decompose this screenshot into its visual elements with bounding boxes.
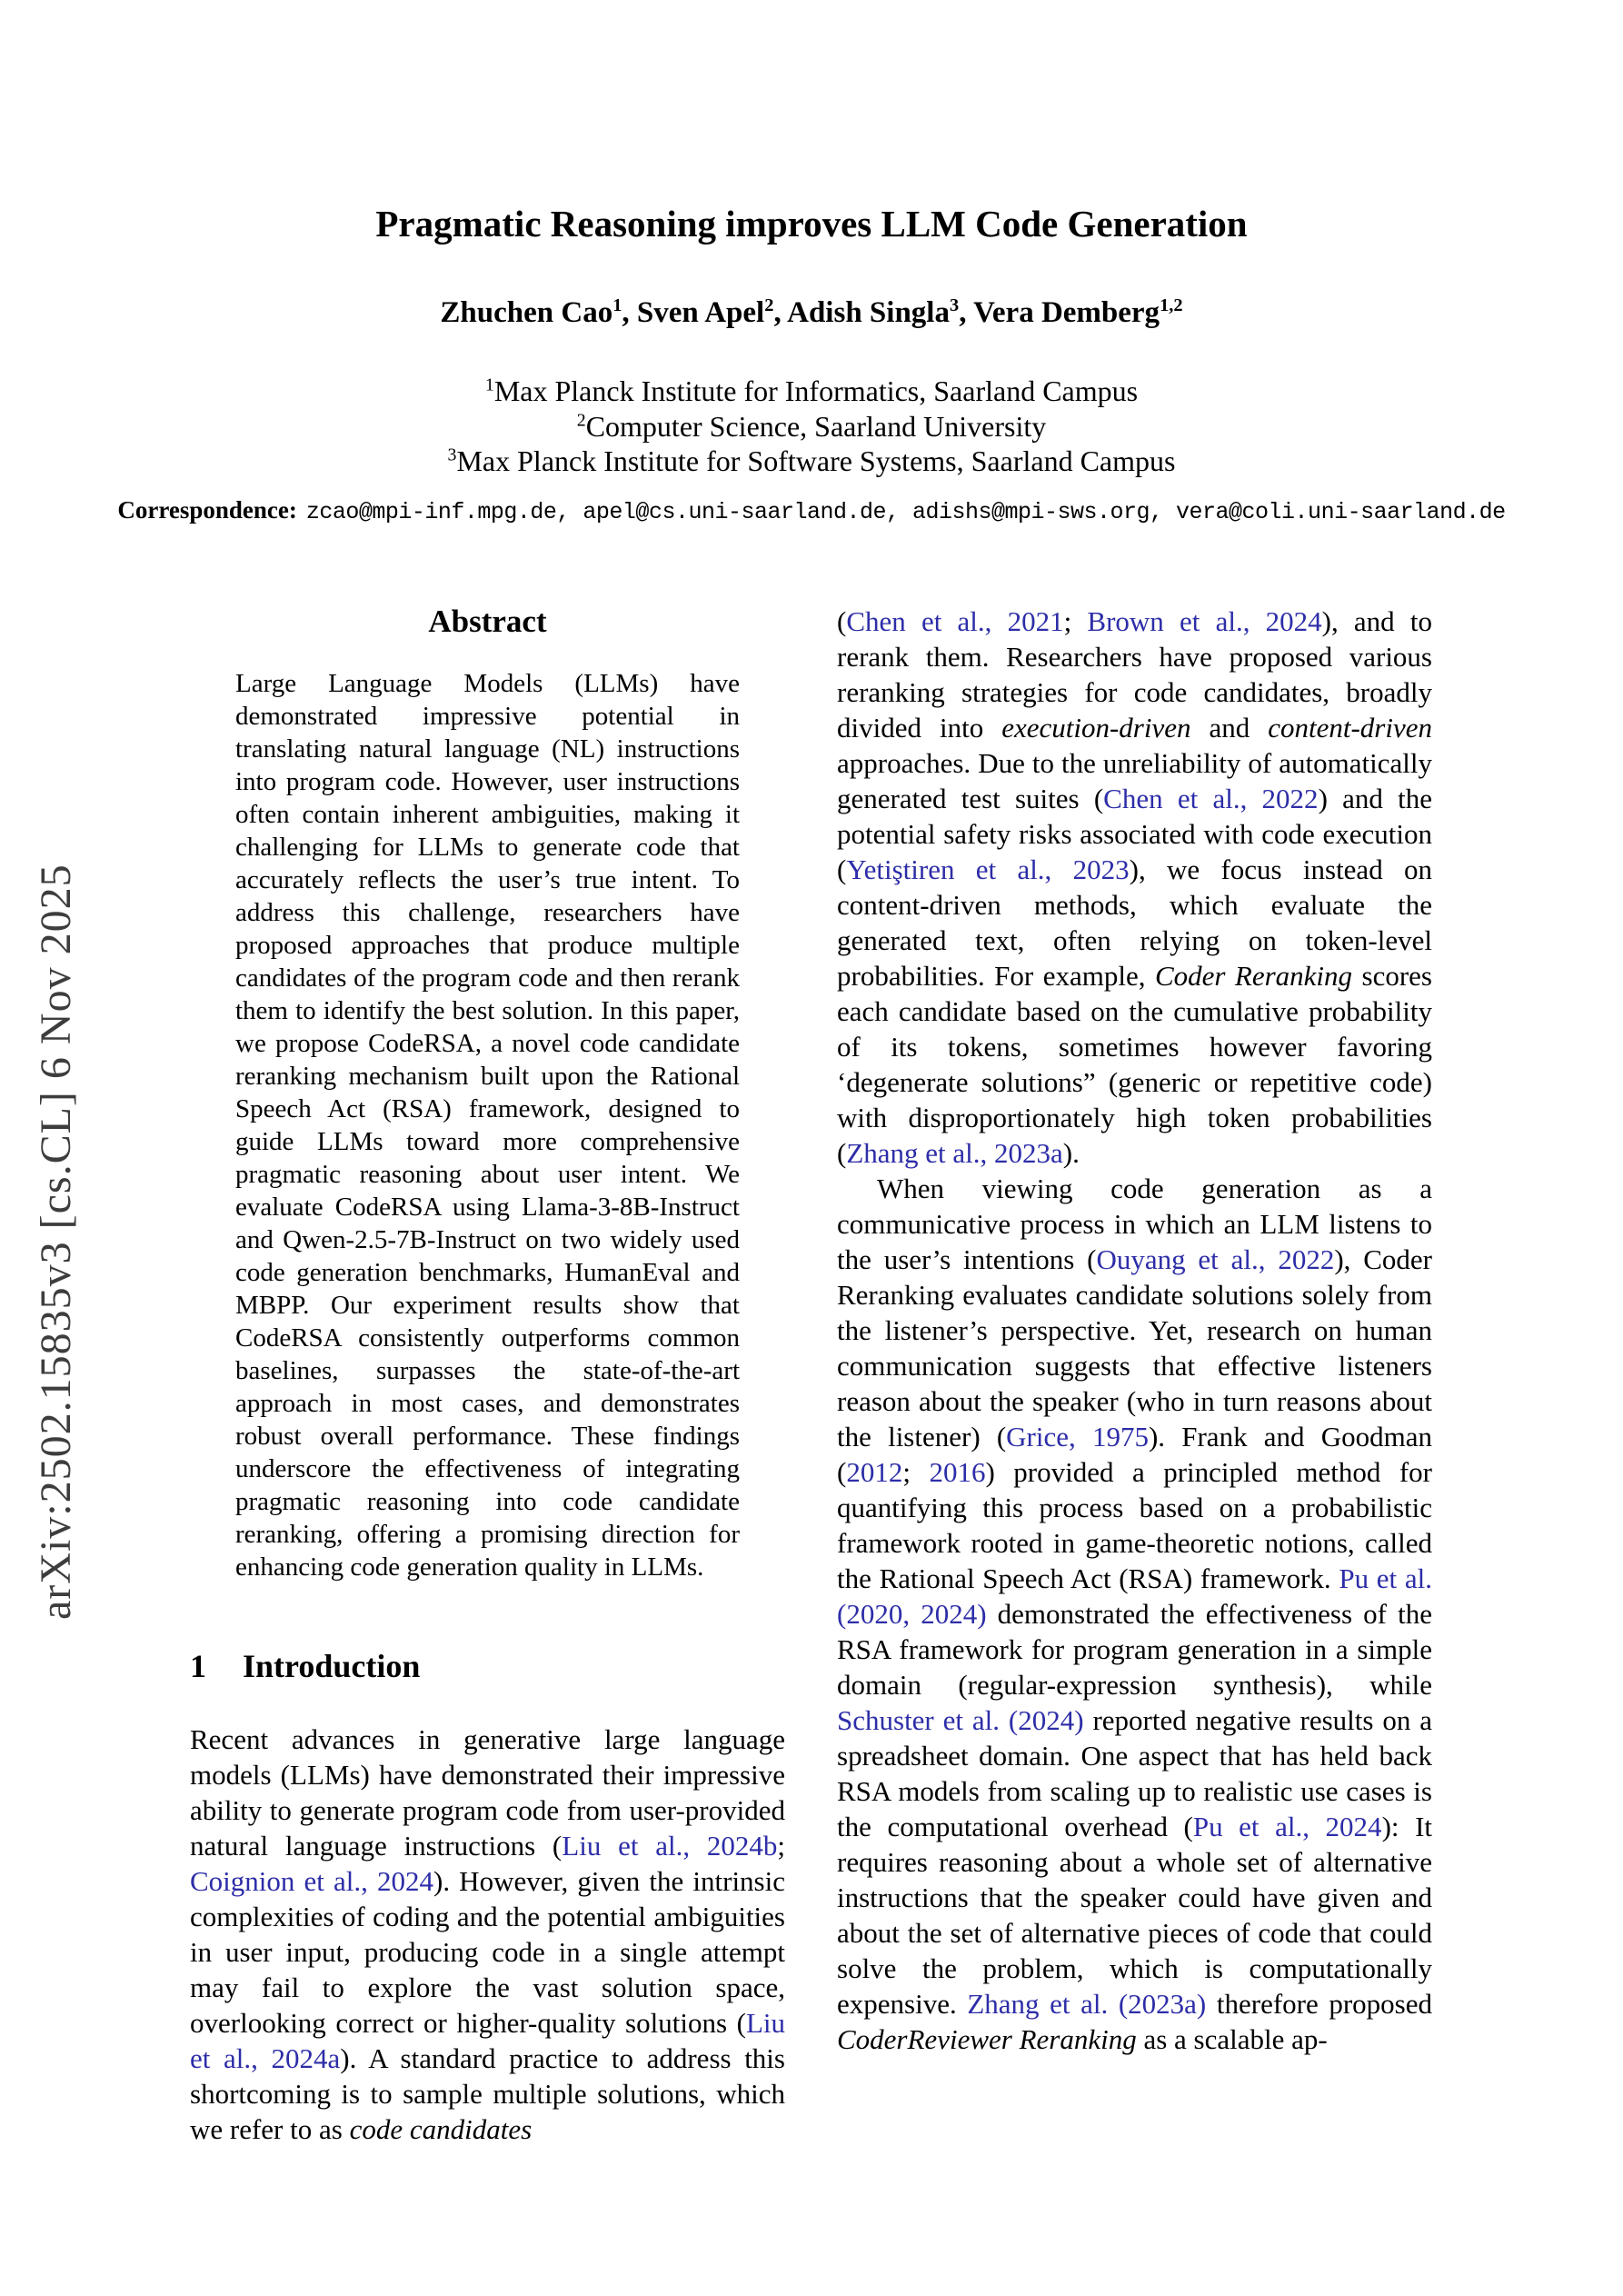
text-run: ): It requires reasoning about a whole set of alternative instructions that the speaker could have given and about the set of alternative pieces of code that could solve the problem, which is computationally expensive. [837,1811,1433,2021]
text-run: ) and the potential safety risks associated with code execution ( [837,783,1432,886]
citation-link[interactable]: Yetiştiren et al., 2023 [846,854,1130,886]
text-run: approaches. Due to the unreliability of automatically generated test suites ( [837,747,1432,815]
citation-link[interactable]: Liu et al., 2024b [562,1830,778,1862]
citation-link[interactable]: Zhang et al., 2023a [846,1137,1063,1170]
text-run: scores each candidate based on the cumulative probability of its tokens, sometimes however favoring ‘degenerate solutions” (generic or repetitive code) with disproportionately high token probabilities ( [837,960,1432,1170]
emphasis-text: code candidates [349,2113,533,2146]
text-run: ). [1062,1137,1080,1170]
author-name: Adish Singla$^3$ [787,295,960,330]
affiliations-block [190,374,1433,478]
citation-link[interactable]: Chen et al., 2022 [1103,783,1319,815]
right-column-paragraphs [837,604,1432,2057]
text-run: ), we focus instead on content-driven methods, which evaluate the generated text, often relying on token-level probabilities. For example, [837,854,1432,993]
author-affiliation-marker: 2 [764,295,774,316]
text-run: demonstrated the effectiveness of the RSA framework for program generation in a simple domain (regular-expression synthesis), while [837,1598,1432,1702]
emphasis-text: CoderReviewer Reranking [837,2023,1137,2056]
author-name: Sven Apel$^2$ [636,295,774,330]
author-name: Zhuchen Cao$^1$ [440,295,622,330]
citation-link[interactable]: Pu et al. (2020, 2024) [837,1562,1432,1631]
text-run: ; [1063,605,1088,638]
abstract-heading: Abstract [428,604,547,640]
citation-link[interactable]: Ouyang et al., 2022 [1096,1243,1335,1276]
citation-link[interactable]: Brown et al., 2024 [1087,605,1322,638]
citation-link[interactable]: Grice, 1975 [1006,1421,1149,1453]
text-run: ). A standard practice to address this shortcoming is to sample multiple solutions, which we refer to as [190,2042,785,2146]
citation-link[interactable]: Liu et al., 2024a [190,2007,785,2075]
text-run: Recent advances in generative large language models (LLMs) have demonstrated their impressive ability to generate program code from user-provided natural language instructions ( [190,1723,785,1862]
paragraph [837,1171,1432,2057]
correspondence-line [99,496,1524,525]
emphasis-text: Coder Reranking [1154,960,1353,993]
text-run: ) provided a principled method for quantifying this process based on a probabilistic framework rooted in game-theoretic notions, called the Rational Speech Act (RSA) framework. [837,1456,1432,1595]
citation-link[interactable]: Coignion et al., 2024 [190,1865,433,1898]
text-run: ). However, given the intrinsic complexities of coding and the potential ambiguities in user input, producing code in a single attempt may fail to explore the vast solution space, overlooking correct or higher-quality solutions ( [190,1865,785,2040]
author-name: Vera Demberg$^{1,2}$ [973,295,1183,330]
citation-link[interactable]: 2016 [929,1456,986,1489]
section-title: Introduction [243,1648,421,1685]
affiliation-line: $^2$Computer Science, Saarland University [576,409,1047,443]
text-run: ). Frank and Goodman ( [837,1421,1432,1489]
left-column [190,604,785,2147]
section-number: 1 [190,1648,206,1685]
citation-link[interactable]: Zhang et al. (2023a) [967,1988,1207,2021]
authors-line: Zhuchen Cao$^1$, Sven Apel$^2$, Adish Singla$^3$, Vera Demberg$^{1,2}$ [440,295,1183,330]
text-run: ; [902,1456,930,1489]
paragraph [837,604,1432,1171]
citation-link[interactable]: Pu et al., 2024 [1192,1811,1382,1843]
correspondence-label: Correspondence: [117,496,297,524]
arxiv-watermark: arXiv:2502.15835v3 [cs.CL] 6 Nov 2025 [32,863,80,1620]
citation-link[interactable]: Chen et al., 2021 [846,605,1064,638]
emphasis-text: execution-driven [1001,712,1191,744]
text-run: and [1190,712,1269,744]
affiliation-marker: 2 [576,409,586,430]
right-column [837,604,1432,2147]
affiliation-marker: 1 [484,374,494,395]
emphasis-text: content-driven [1268,712,1432,744]
affiliation-line: $^3$Max Planck Institute for Software Systems, Saarland Campus [447,444,1176,477]
citation-link[interactable]: 2012 [846,1456,903,1489]
affiliation-marker: 3 [447,444,457,465]
section-heading-introduction [190,1647,785,1685]
text-run: When viewing code generation as a communicative process in which an LLM listens to the user’s intentions ( [837,1173,1432,1276]
author-affiliation-marker: 1,2 [1160,295,1183,316]
text-run: reported negative results on a spreadsheet domain. One aspect that has held back RSA models from scaling up to realistic use cases is the computational overhead ( [837,1704,1432,1843]
author-affiliation-marker: 3 [949,295,960,316]
text-run: ), Coder Reranking evaluates candidate solutions solely from the listener’s perspective. Yet, research on human communication suggests that effective listeners reason about the speaker (who in turn reasons about the listener) ( [837,1243,1432,1453]
text-run: therefore proposed [1206,1988,1432,2021]
text-run: ( [837,605,847,638]
two-column-body [190,604,1433,2147]
abstract-text: Large Language Models (LLMs) have demonstrated impressive potential in translating natural language (NL) instructions into program code. However, user instructions often contain inherent ambiguities, making it challenging for LLMs to generate code that accurately reflects the user’s true intent. To address this challenge, researchers have proposed approaches that produce multiple candidates of the program code and then rerank them to identify the best solution. In this paper, we propose CodeRSA, a novel code candidate reranking mechanism built upon the Rational Speech Act (RSA) framework, designed to guide LLMs toward more comprehensive pragmatic reasoning about user intent. We evaluate CodeRSA using Llama-3-8B-Instruct and Qwen-2.5-7B-Instruct on two widely used code generation benchmarks, HumanEval and MBPP. Our experiment results show that CodeRSA consistently outperforms common baselines, surpasses the state-of-the-art approach in most cases, and demonstrates robust overall performance. These findings underscore the effectiveness of integrating pragmatic reasoning into code candidate reranking, offering a promising direction for enhancing code generation quality in LLMs. [235,669,740,1582]
text-run: as a scalable ap- [1136,2023,1328,2056]
paragraph [190,1722,785,2147]
affiliation-line: $^1$Max Planck Institute for Informatics, Saarland Campus [484,374,1139,408]
text-run: ; [777,1830,785,1862]
correspondence-emails: zcao@mpi-inf.mpg.de, apel@cs.uni-saarland.de, adishs@mpi-sws.org, vera@coli.uni-saarland.de [305,499,1506,526]
paper-title: Pragmatic Reasoning improves LLM Code Generation [375,203,1248,245]
introduction-paragraphs [190,1722,785,2147]
author-affiliation-marker: 1 [612,295,622,316]
paper-header [117,202,1506,526]
citation-link[interactable]: Schuster et al. (2024) [837,1704,1084,1737]
text-run: ), and to rerank them. Researchers have proposed various reranking strategies for code candidates, broadly divided into [837,605,1432,744]
